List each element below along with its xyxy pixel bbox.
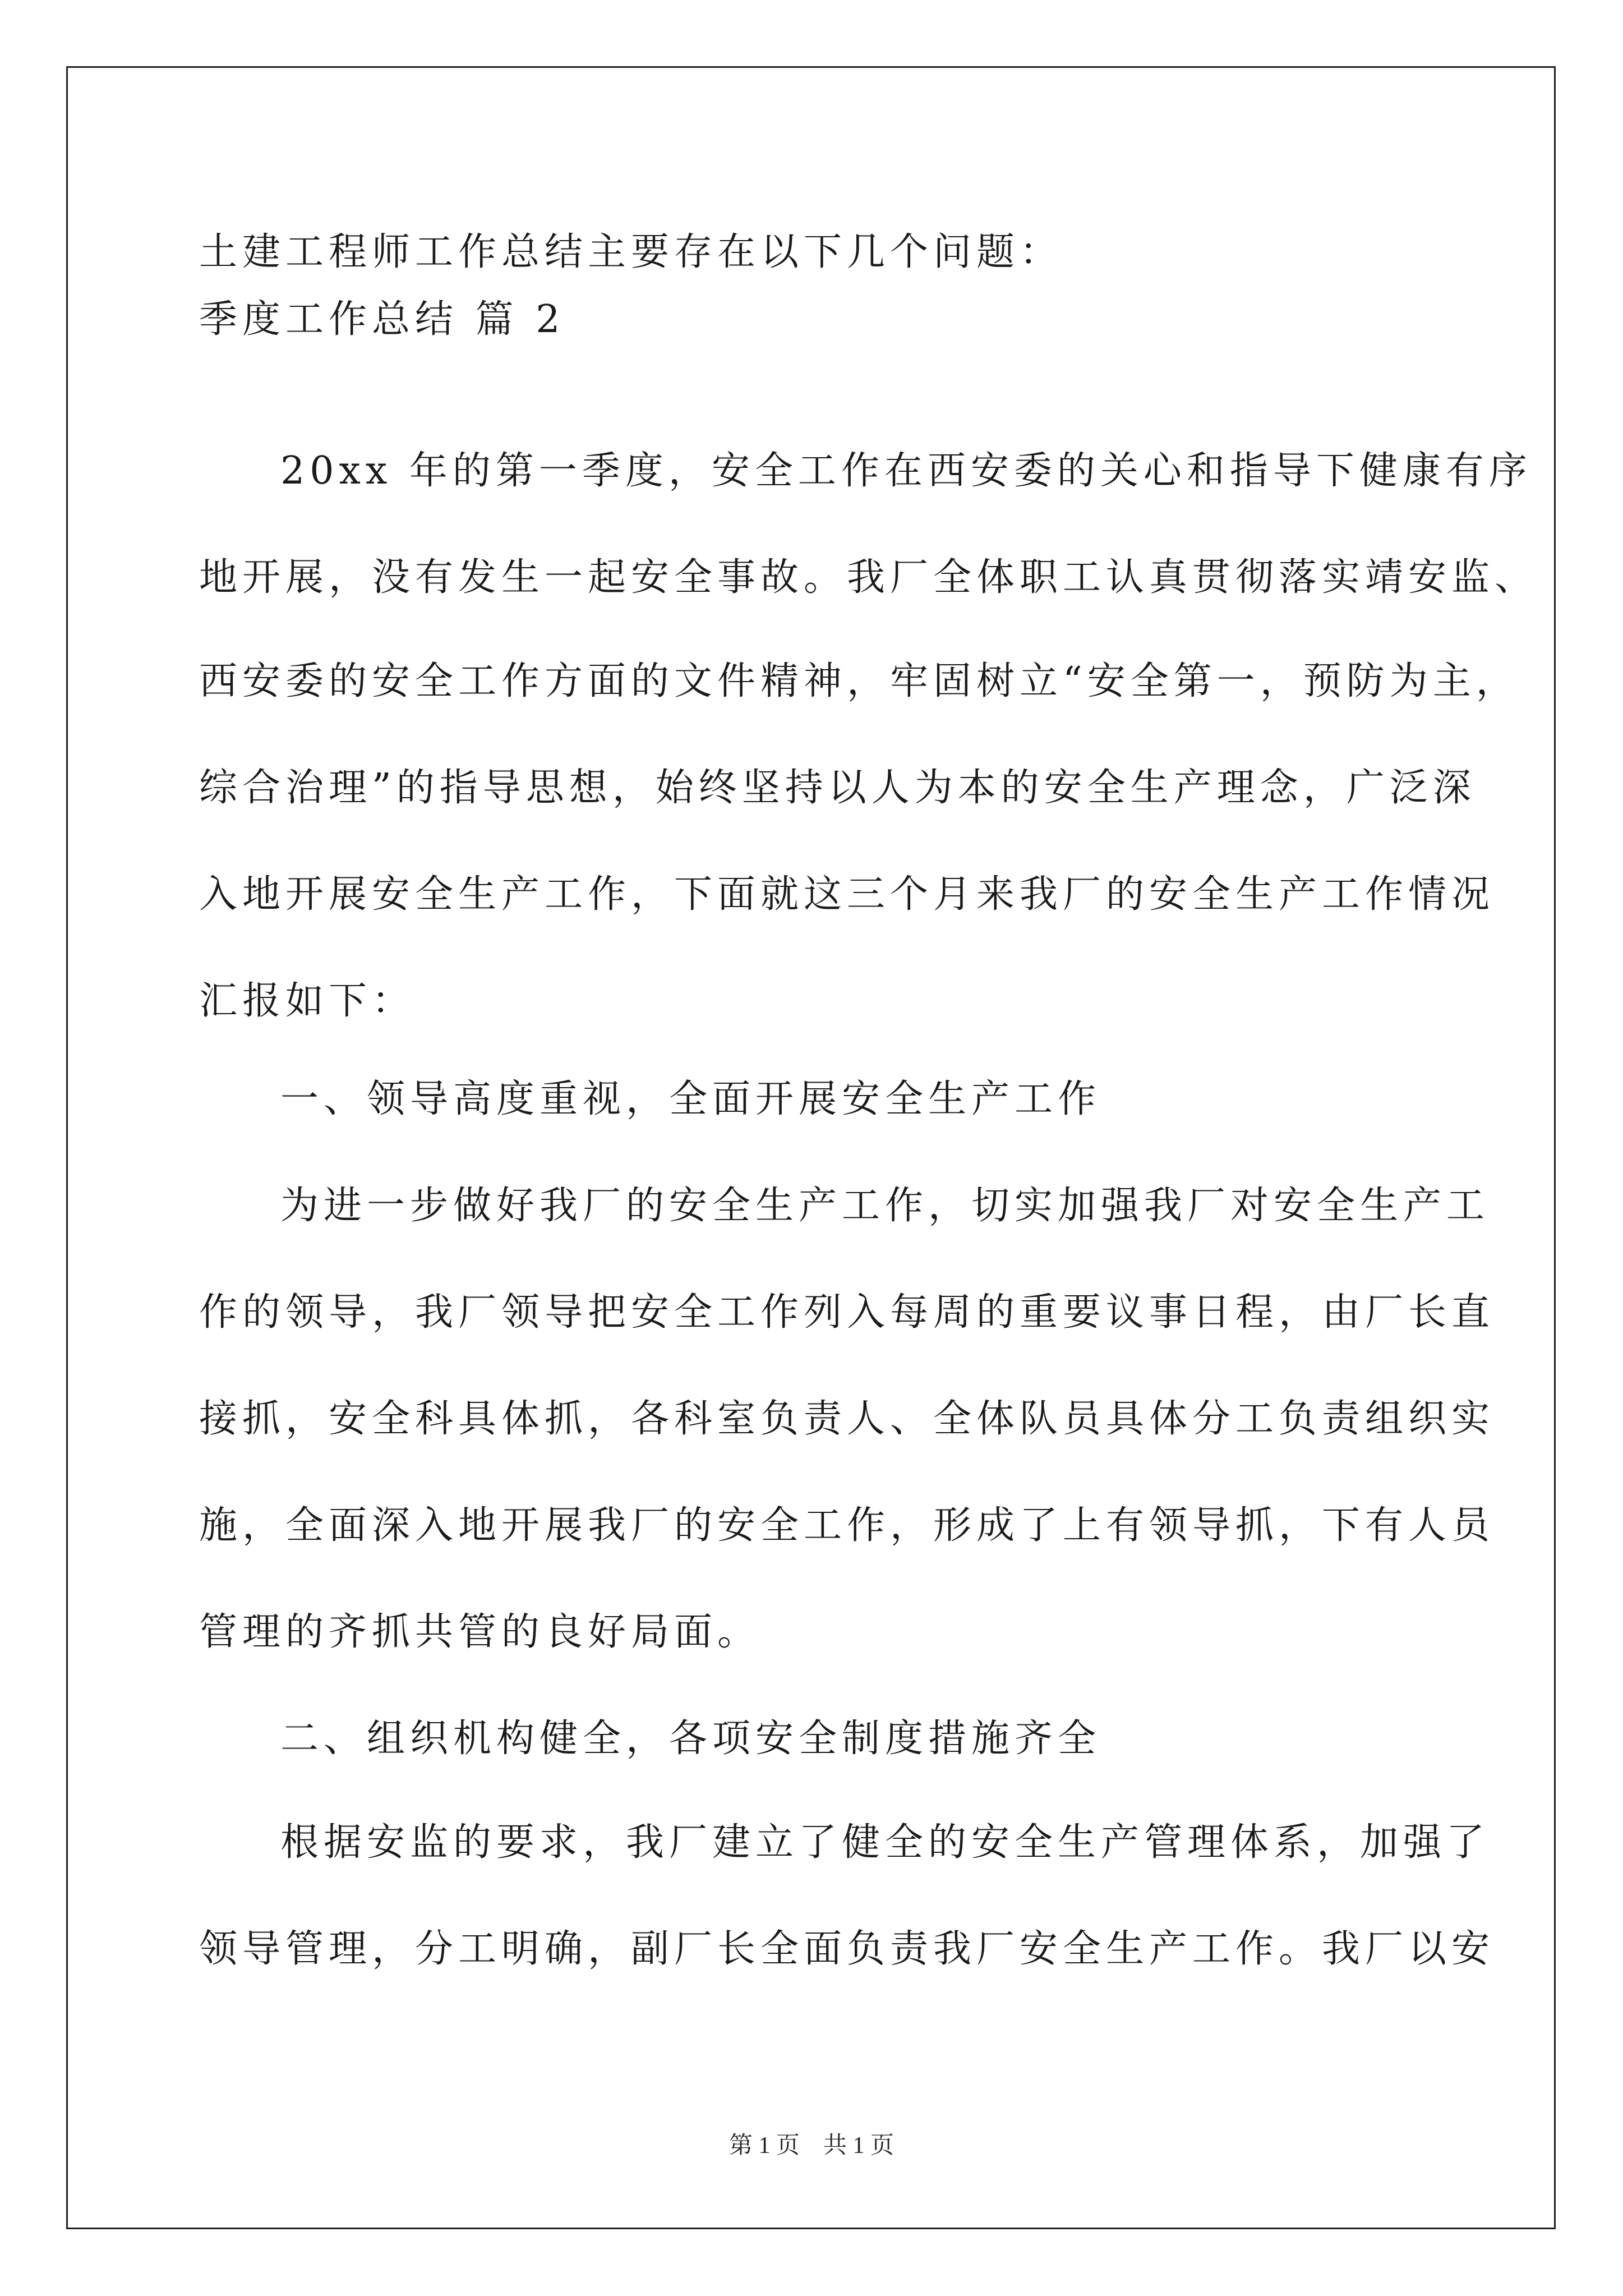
paragraph-line: 入地开展安全生产工作，下面就这三个月来我厂的安全生产工作情况: [199, 872, 1495, 917]
paragraph-line: 地开展，没有发生一起安全事故。我厂全体职工认真贯彻落实靖安监、: [199, 555, 1538, 600]
paragraph-line: 20xx 年的第一季度，安全工作在西安委的关心和指导下健康有序: [280, 449, 1532, 493]
paragraph-line: 西安委的安全工作方面的文件精神，牢固树立“安全第一，预防为主，: [199, 659, 1519, 703]
paragraph-line: 根据安监的要求，我厂建立了健全的安全生产管理体系，加强了: [280, 1820, 1490, 1865]
paragraph-line: 作的领导，我厂领导把安全工作列入每周的重要议事日程，由厂长直: [199, 1290, 1495, 1335]
document-line: 土建工程师工作总结主要存在以下几个问题：: [199, 230, 1063, 274]
paragraph-line: 施，全面深入地开展我厂的安全工作，形成了上有领导抓，下有人员: [199, 1503, 1495, 1548]
subsection-heading: 二、组织机构健全，各项安全制度措施齐全: [280, 1717, 1101, 1761]
paragraph-line: 接抓，安全科具体抓，各科室负责人、全体队员具体分工负责组织实: [199, 1397, 1495, 1441]
paragraph-line: 为进一步做好我厂的安全生产工作，切实加强我厂对安全生产工: [280, 1184, 1490, 1228]
section-heading: 季度工作总结 篇 2: [199, 297, 565, 342]
page-footer: 第 1 页 共 1 页: [728, 2133, 894, 2159]
page-border: [66, 66, 1556, 2229]
subsection-heading: 一、领导高度重视，全面开展安全生产工作: [280, 1077, 1101, 1121]
paragraph-line: 管理的齐抓共管的良好局面。: [199, 1610, 761, 1654]
paragraph-line: 领导管理，分工明确，副厂长全面负责我厂安全生产工作。我厂以安: [199, 1927, 1495, 1971]
paragraph-line: 汇报如下：: [199, 979, 416, 1023]
paragraph-line: 综合治理”的指导思想，始终坚持以人为本的安全生产理念，广泛深: [199, 766, 1476, 810]
